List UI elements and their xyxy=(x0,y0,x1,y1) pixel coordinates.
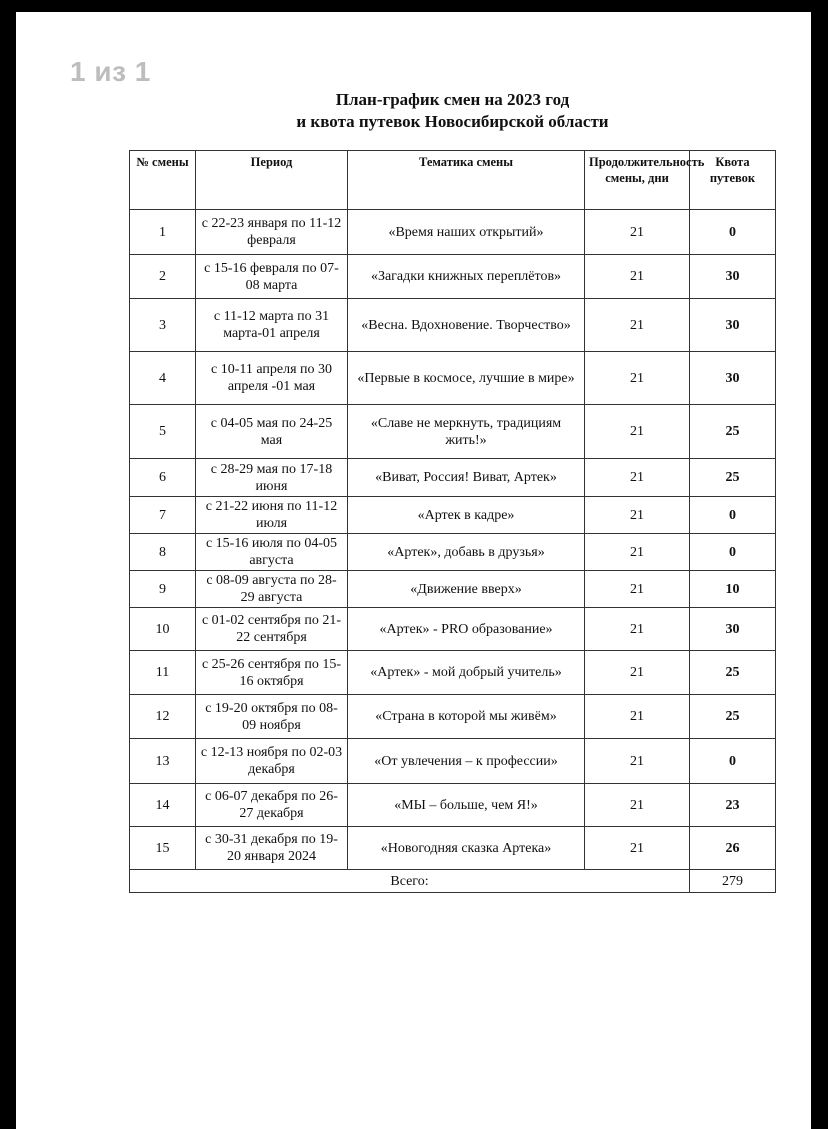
cell-number: 3 xyxy=(130,299,196,352)
table-row xyxy=(130,651,776,695)
cell-quota: 26 xyxy=(690,827,776,870)
cell-theme: «От увлечения – к профессии» xyxy=(348,739,585,784)
header-period: Период xyxy=(196,151,348,210)
cell-duration: 21 xyxy=(585,651,690,695)
cell-theme: «Артек» - мой добрый учитель» xyxy=(348,651,585,695)
cell-period: с 04-05 мая по 24-25 мая xyxy=(196,405,348,459)
cell-period: с 01-02 сентября по 21-22 сентября xyxy=(196,608,348,651)
cell-duration: 21 xyxy=(585,827,690,870)
cell-quota: 25 xyxy=(690,651,776,695)
cell-theme: «Первые в космосе, лучшие в мире» xyxy=(348,352,585,405)
cell-quota: 30 xyxy=(690,255,776,299)
cell-theme: «Время наших открытий» xyxy=(348,210,585,255)
cell-quota: 23 xyxy=(690,784,776,827)
cell-quota: 25 xyxy=(690,405,776,459)
cell-number: 4 xyxy=(130,352,196,405)
cell-theme: «Славе не меркнуть, традициям жить!» xyxy=(348,405,585,459)
page-counter: 1 из 1 xyxy=(70,56,151,87)
cell-duration: 21 xyxy=(585,695,690,739)
cell-period: с 25-26 сентября по 15-16 октября xyxy=(196,651,348,695)
cell-period: с 21-22 июня по 11-12 июля xyxy=(196,497,348,534)
cell-duration: 21 xyxy=(585,497,690,534)
cell-quota: 0 xyxy=(690,739,776,784)
cell-duration: 21 xyxy=(585,352,690,405)
cell-theme: «Артек», добавь в друзья» xyxy=(348,534,585,571)
cell-duration: 21 xyxy=(585,255,690,299)
cell-number: 9 xyxy=(130,571,196,608)
title-line-1: План-график смен на 2023 год xyxy=(335,90,570,109)
cell-theme: «МЫ – больше, чем Я!» xyxy=(348,784,585,827)
cell-quota: 0 xyxy=(690,534,776,571)
table-row xyxy=(130,497,776,534)
cell-number: 11 xyxy=(130,651,196,695)
table-row xyxy=(130,739,776,784)
cell-period: с 12-13 ноября по 02-03 декабря xyxy=(196,739,348,784)
table-row xyxy=(130,571,776,608)
cell-quota: 25 xyxy=(690,695,776,739)
cell-number: 1 xyxy=(130,210,196,255)
cell-duration: 21 xyxy=(585,608,690,651)
cell-quota: 30 xyxy=(690,608,776,651)
cell-number: 2 xyxy=(130,255,196,299)
table-row xyxy=(130,459,776,497)
cell-number: 7 xyxy=(130,497,196,534)
table-header-row xyxy=(130,151,776,210)
cell-duration: 21 xyxy=(585,571,690,608)
table-row xyxy=(130,299,776,352)
table-row xyxy=(130,210,776,255)
cell-period: с 08-09 августа по 28-29 августа xyxy=(196,571,348,608)
table-row xyxy=(130,405,776,459)
cell-number: 5 xyxy=(130,405,196,459)
cell-period: с 06-07 декабря по 26-27 декабря xyxy=(196,784,348,827)
cell-theme: «Артек в кадре» xyxy=(348,497,585,534)
cell-period: с 11-12 марта по 31 марта-01 апреля xyxy=(196,299,348,352)
title-line-2: и квота путевок Новосибирской области xyxy=(296,112,609,131)
cell-theme: «Артек» - PRO образование» xyxy=(348,608,585,651)
cell-number: 15 xyxy=(130,827,196,870)
cell-period: с 22-23 января по 11-12 февраля xyxy=(196,210,348,255)
cell-number: 10 xyxy=(130,608,196,651)
cell-period: с 19-20 октября по 08-09 ноября xyxy=(196,695,348,739)
cell-quota: 10 xyxy=(690,571,776,608)
table-row xyxy=(130,827,776,870)
header-number: № смены xyxy=(130,151,196,210)
header-duration: Продолжительность смены, дни xyxy=(585,151,690,210)
cell-theme: «Загадки книжных переплётов» xyxy=(348,255,585,299)
total-row xyxy=(130,870,776,893)
shift-schedule-table xyxy=(129,150,776,893)
table-row xyxy=(130,534,776,571)
total-value: 279 xyxy=(690,870,776,893)
cell-duration: 21 xyxy=(585,405,690,459)
cell-theme: «Движение вверх» xyxy=(348,571,585,608)
cell-quota: 25 xyxy=(690,459,776,497)
cell-duration: 21 xyxy=(585,299,690,352)
cell-period: с 30-31 декабря по 19-20 января 2024 xyxy=(196,827,348,870)
table-row xyxy=(130,255,776,299)
cell-duration: 21 xyxy=(585,459,690,497)
cell-quota: 0 xyxy=(690,497,776,534)
cell-number: 6 xyxy=(130,459,196,497)
cell-theme: «Новогодняя сказка Артека» xyxy=(348,827,585,870)
cell-theme: «Страна в которой мы живём» xyxy=(348,695,585,739)
table-row xyxy=(130,784,776,827)
cell-number: 13 xyxy=(130,739,196,784)
table-row xyxy=(130,695,776,739)
document-title xyxy=(130,89,775,133)
cell-quota: 0 xyxy=(690,210,776,255)
cell-number: 12 xyxy=(130,695,196,739)
cell-duration: 21 xyxy=(585,210,690,255)
cell-number: 14 xyxy=(130,784,196,827)
cell-period: с 10-11 апреля по 30 апреля -01 мая xyxy=(196,352,348,405)
cell-period: с 15-16 февраля по 07-08 марта xyxy=(196,255,348,299)
cell-theme: «Весна. Вдохновение. Творчество» xyxy=(348,299,585,352)
cell-period: с 28-29 мая по 17-18 июня xyxy=(196,459,348,497)
cell-quota: 30 xyxy=(690,352,776,405)
cell-duration: 21 xyxy=(585,784,690,827)
total-label: Всего: xyxy=(130,870,690,893)
cell-number: 8 xyxy=(130,534,196,571)
header-quota: Квота путевок xyxy=(690,151,776,210)
table-row xyxy=(130,608,776,651)
table-row xyxy=(130,352,776,405)
cell-duration: 21 xyxy=(585,534,690,571)
cell-period: с 15-16 июля по 04-05 августа xyxy=(196,534,348,571)
cell-duration: 21 xyxy=(585,739,690,784)
cell-theme: «Виват, Россия! Виват, Артек» xyxy=(348,459,585,497)
cell-quota: 30 xyxy=(690,299,776,352)
header-theme: Тематика смены xyxy=(348,151,585,210)
document-page xyxy=(16,12,811,1129)
